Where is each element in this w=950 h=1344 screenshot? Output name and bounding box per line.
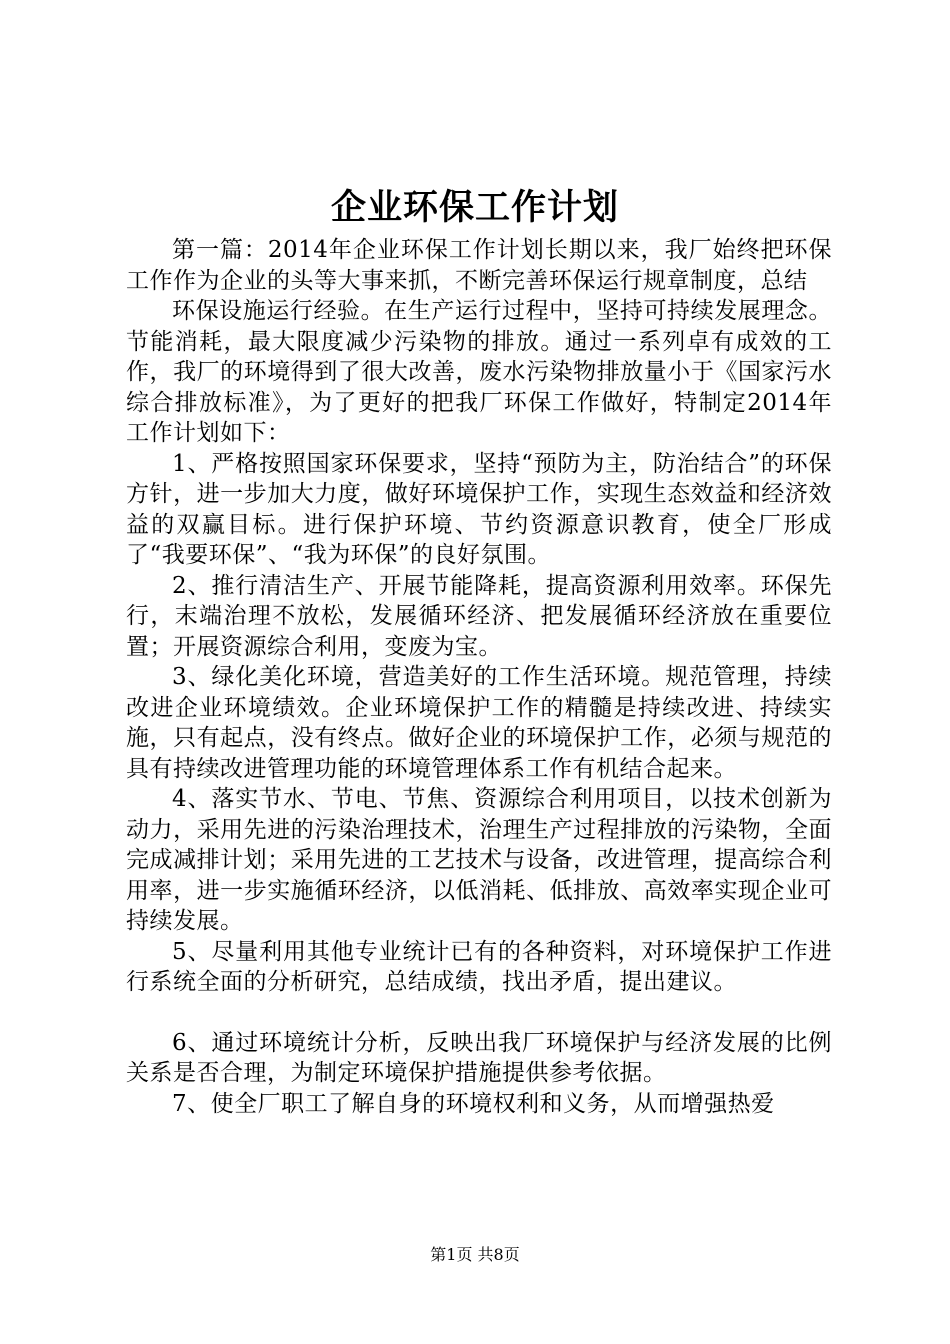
paragraph-item-4: 4、落实节水、节电、节焦、资源综合利用项目，以技术创新为动力，采用先进的污染治理技术，治理生产过程排放的污染物，全面完成减排计划；采用先进的工艺技术与设备，改进管理，提高综合利用率，进一步实施循环经济，以低消耗、低排放、高效率实现企业可持续发展。 [126,786,832,934]
paragraph-item-7: 7、使全厂职工了解自身的环境权利和义务，从而增强热爱 [172,1090,775,1117]
paragraph-item-1: 1、严格按照国家环保要求，坚持“预防为主，防治结合”的环保方针，进一步加大力度，做好环境保护工作，实现生态效益和经济效益的双赢目标。进行保护环境、节约资源意识教育，使全厂形成了“我要环保”、“我为环保”的良好氛围。 [126,450,832,568]
paragraph-intro: 第一篇：2014年企业环保工作计划长期以来，我厂始终把环保工作作为企业的头等大事来抓，不断完善环保运行规章制度，总结 [126,237,832,294]
page-footer: 第1页 共8页 [430,1245,520,1264]
paragraph-overview: 环保设施运行经验。在生产运行过程中，坚持可持续发展理念。节能消耗，最大限度减少污染物的排放。通过一系列卓有成效的工作，我厂的环境得到了很大改善，废水污染物排放量小于《国家污水综合排放标准》，为了更好的把我厂环保工作做好，特制定2014年工作计划如下： [126,298,832,446]
paragraph-item-2: 2、推行清洁生产、开展节能降耗，提高资源利用效率。环保先行，末端治理不放松，发展循环经济、把发展循环经济放在重要位置；开展资源综合利用，变废为宝。 [126,572,832,660]
paragraph-item-5: 5、尽量利用其他专业统计已有的各种资料，对环境保护工作进行系统全面的分析研究，总结成绩，找出矛盾，提出建议。 [126,938,832,995]
document-body [126,235,832,1119]
document-title: 企业环保工作计划 [330,187,619,228]
paragraph-item-6: 6、通过环境统计分析，反映出我厂环境保护与经济发展的比例关系是否合理，为制定环境保护措施提供参考依据。 [126,1029,832,1086]
paragraph-item-3: 3、绿化美化环境，营造美好的工作生活环境。规范管理，持续改进企业环境绩效。企业环境保护工作的精髓是持续改进、持续实施，只有起点，没有终点。做好企业的环境保护工作，必须与规范的具有持续改进管理功能的环境管理体系工作有机结合起来。 [126,664,832,782]
